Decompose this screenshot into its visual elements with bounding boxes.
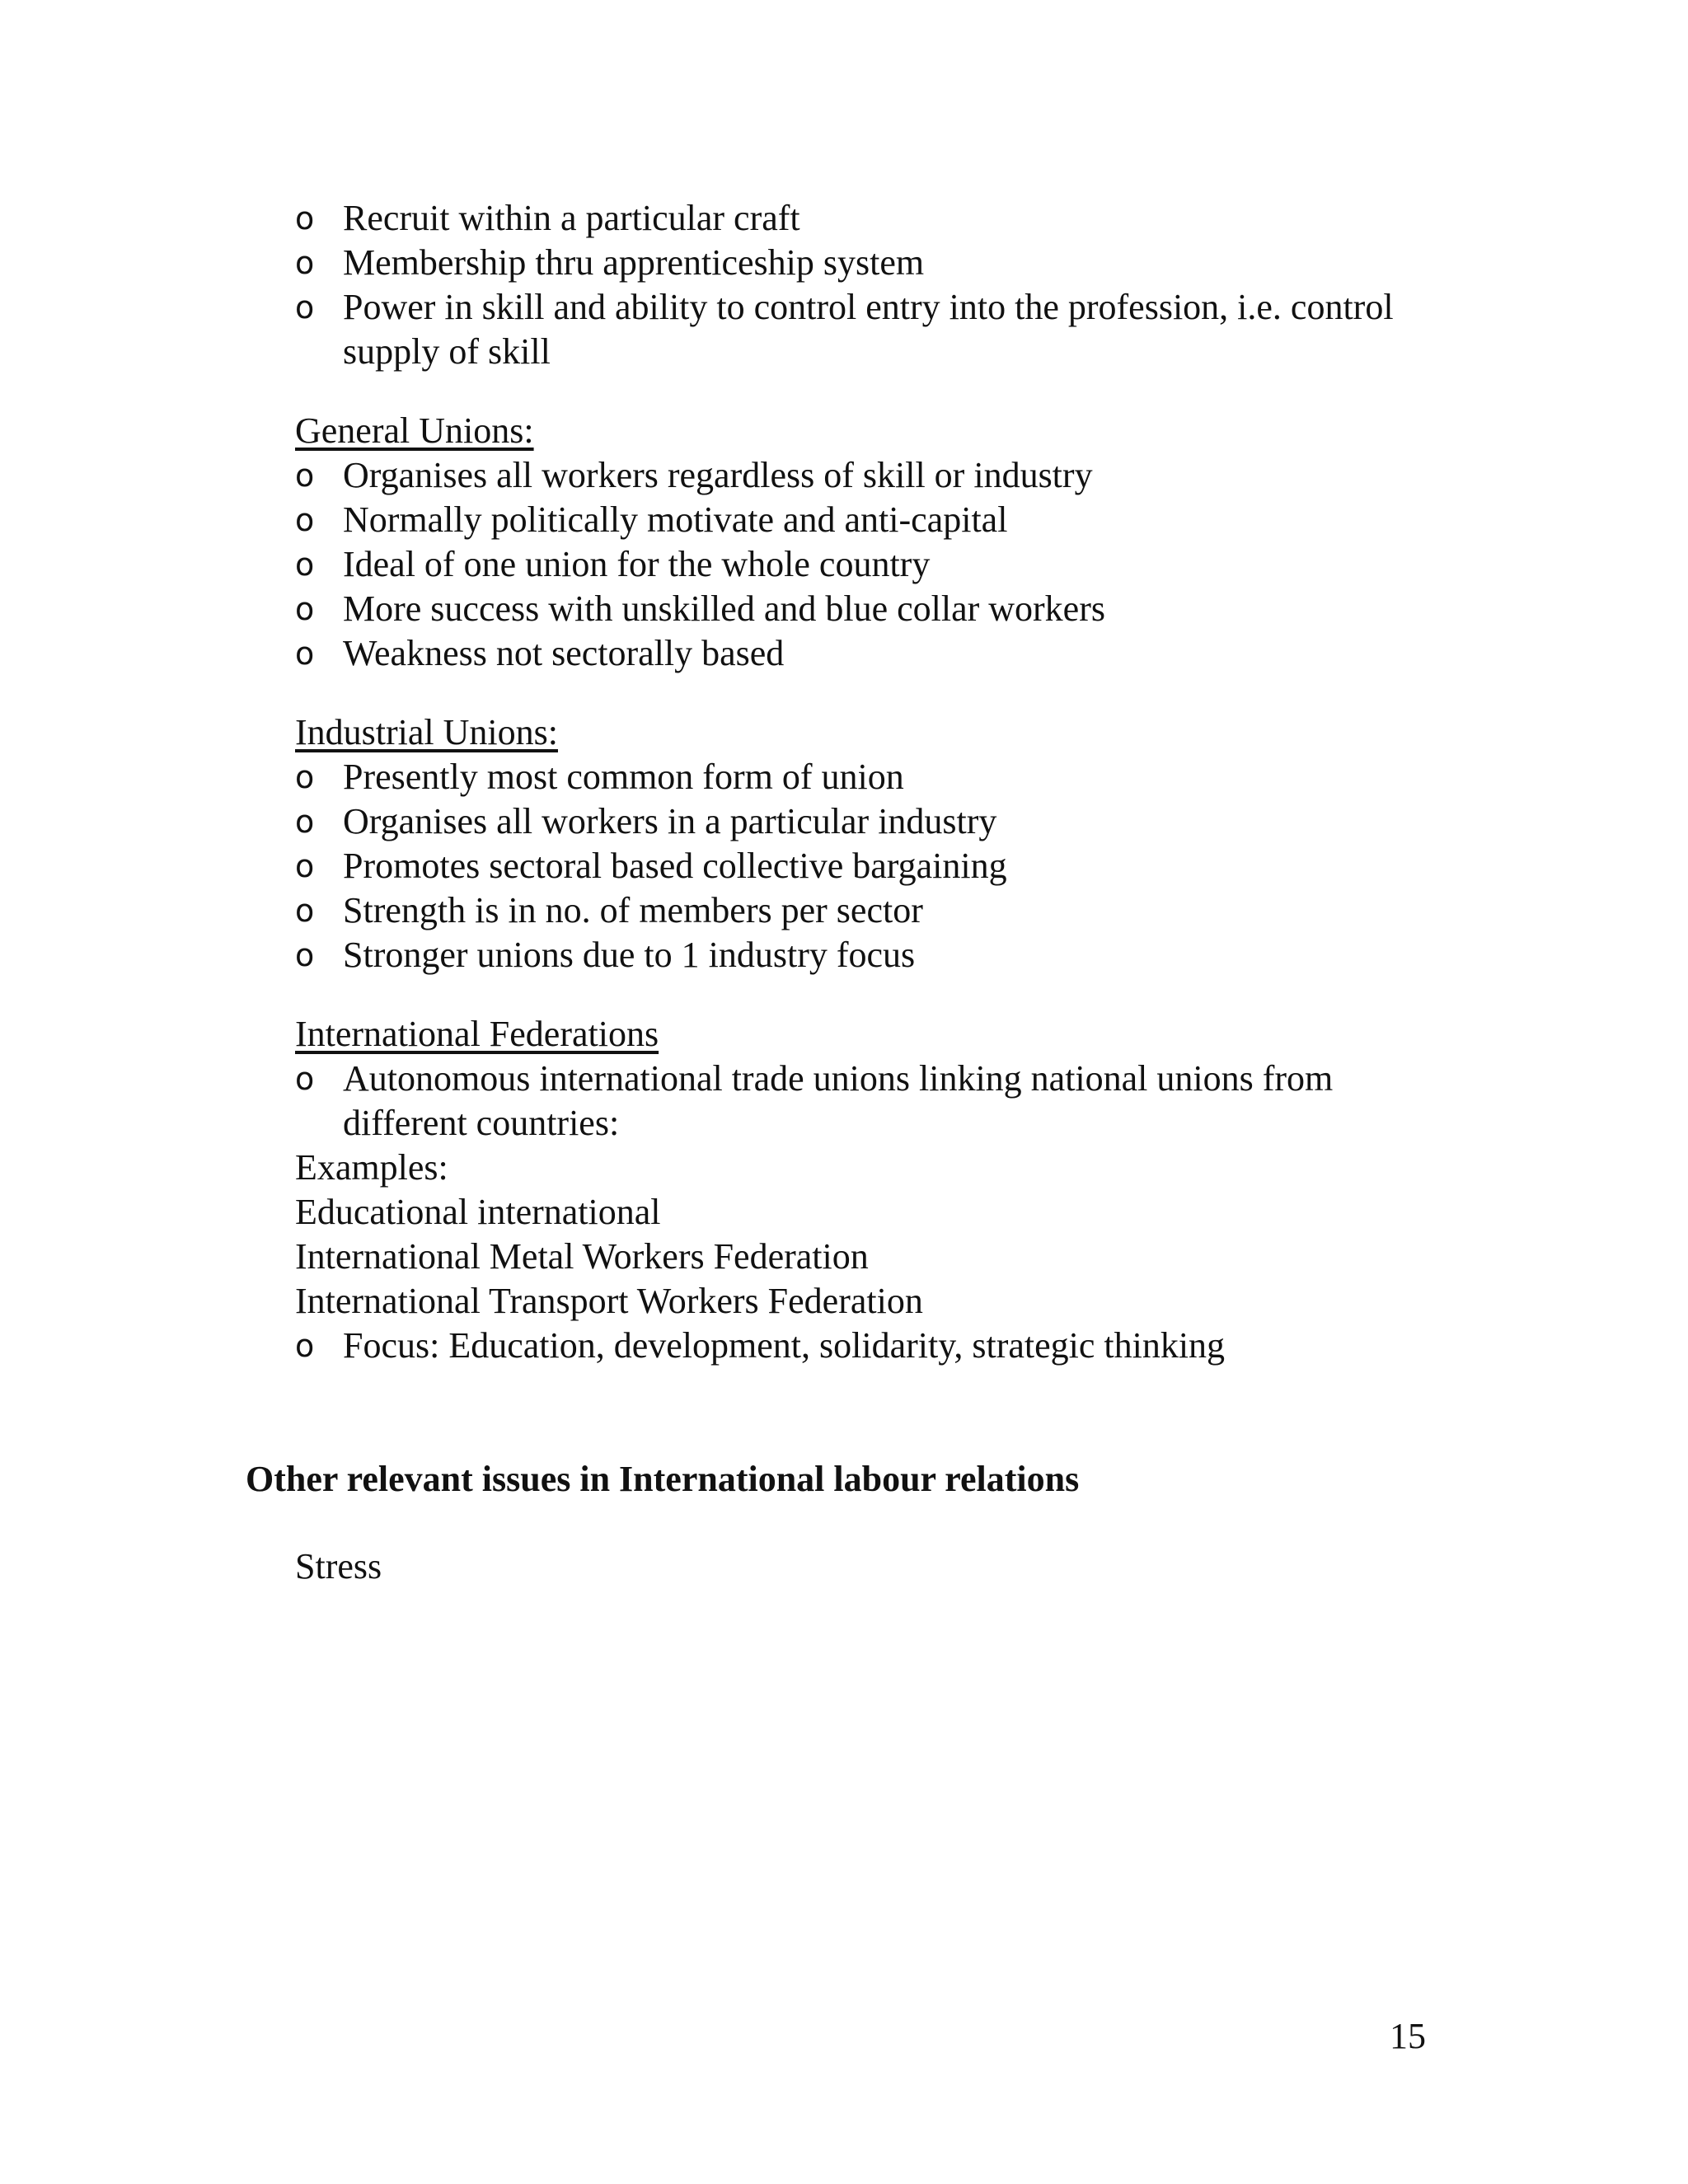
list-item bbox=[295, 844, 1441, 888]
international-federation-list bbox=[295, 1057, 1441, 1146]
hollow-bullet-icon: o bbox=[295, 937, 315, 973]
list-item bbox=[295, 933, 1441, 977]
section-title-international-federations: International Federations bbox=[295, 1014, 659, 1054]
list-item bbox=[295, 1057, 1441, 1146]
list-item-text: Autonomous international trade unions linking national unions from different countries: bbox=[343, 1058, 1334, 1143]
hollow-bullet-icon: o bbox=[295, 546, 315, 583]
list-item-text: Organises all workers regardless of skill or industry bbox=[343, 455, 1093, 495]
hollow-bullet-icon: o bbox=[295, 289, 315, 326]
hollow-bullet-icon: o bbox=[295, 1061, 315, 1097]
list-item-text: Stronger unions due to 1 industry focus bbox=[343, 935, 916, 975]
page-number: 15 bbox=[1390, 2016, 1426, 2056]
list-item bbox=[295, 631, 1441, 676]
list-item-text: More success with unskilled and blue collar workers bbox=[343, 588, 1105, 629]
list-item-text: Recruit within a particular craft bbox=[343, 198, 800, 238]
list-item-text: Weakness not sectorally based bbox=[343, 633, 785, 673]
list-item bbox=[295, 498, 1441, 542]
list-item bbox=[295, 755, 1441, 799]
hollow-bullet-icon: o bbox=[295, 591, 315, 627]
list-item bbox=[295, 888, 1441, 933]
list-item-text: Ideal of one union for the whole country bbox=[343, 544, 931, 584]
list-item-text: Normally politically motivate and anti-capital bbox=[343, 499, 1008, 540]
hollow-bullet-icon: o bbox=[295, 635, 315, 672]
example-line: International Metal Workers Federation bbox=[295, 1236, 869, 1277]
list-item-text: Focus: Education, development, solidarity, strategic thinking bbox=[343, 1325, 1226, 1366]
general-union-list bbox=[295, 453, 1441, 676]
document-content bbox=[295, 196, 1441, 1368]
example-line: Educational international bbox=[295, 1192, 661, 1232]
international-focus-list bbox=[295, 1324, 1441, 1368]
list-item bbox=[295, 542, 1441, 587]
hollow-bullet-icon: o bbox=[295, 200, 315, 237]
hollow-bullet-icon: o bbox=[295, 893, 315, 929]
list-item bbox=[295, 799, 1441, 844]
examples-label: Examples: bbox=[295, 1147, 448, 1188]
list-item bbox=[295, 196, 1441, 241]
list-item bbox=[295, 453, 1441, 498]
list-item bbox=[295, 241, 1441, 285]
hollow-bullet-icon: o bbox=[295, 804, 315, 840]
list-item bbox=[295, 587, 1441, 631]
list-item-text: Presently most common form of union bbox=[343, 757, 904, 797]
list-item-text: Organises all workers in a particular industry bbox=[343, 801, 997, 841]
list-item-text: Promotes sectoral based collective bargaining bbox=[343, 846, 1007, 886]
example-line: International Transport Workers Federation bbox=[295, 1281, 923, 1321]
craft-union-list bbox=[295, 196, 1441, 374]
hollow-bullet-icon: o bbox=[295, 1328, 315, 1364]
hollow-bullet-icon: o bbox=[295, 759, 315, 795]
list-item bbox=[295, 1324, 1441, 1368]
list-item bbox=[295, 285, 1441, 374]
section-title-general-unions: General Unions: bbox=[295, 410, 534, 451]
hollow-bullet-icon: o bbox=[295, 848, 315, 884]
industrial-union-list bbox=[295, 755, 1441, 977]
hollow-bullet-icon: o bbox=[295, 245, 315, 281]
stress-text: Stress bbox=[295, 1546, 382, 1586]
section-title-industrial-unions: Industrial Unions: bbox=[295, 712, 558, 752]
hollow-bullet-icon: o bbox=[295, 457, 315, 494]
list-item-text: Strength is in no. of members per sector bbox=[343, 890, 923, 930]
hollow-bullet-icon: o bbox=[295, 502, 315, 538]
other-issues-heading: Other relevant issues in International labour relations bbox=[246, 1459, 1080, 1499]
list-item-text: Power in skill and ability to control entry into the profession, i.e. control supply of skill bbox=[343, 287, 1394, 372]
list-item-text: Membership thru apprenticeship system bbox=[343, 242, 925, 283]
